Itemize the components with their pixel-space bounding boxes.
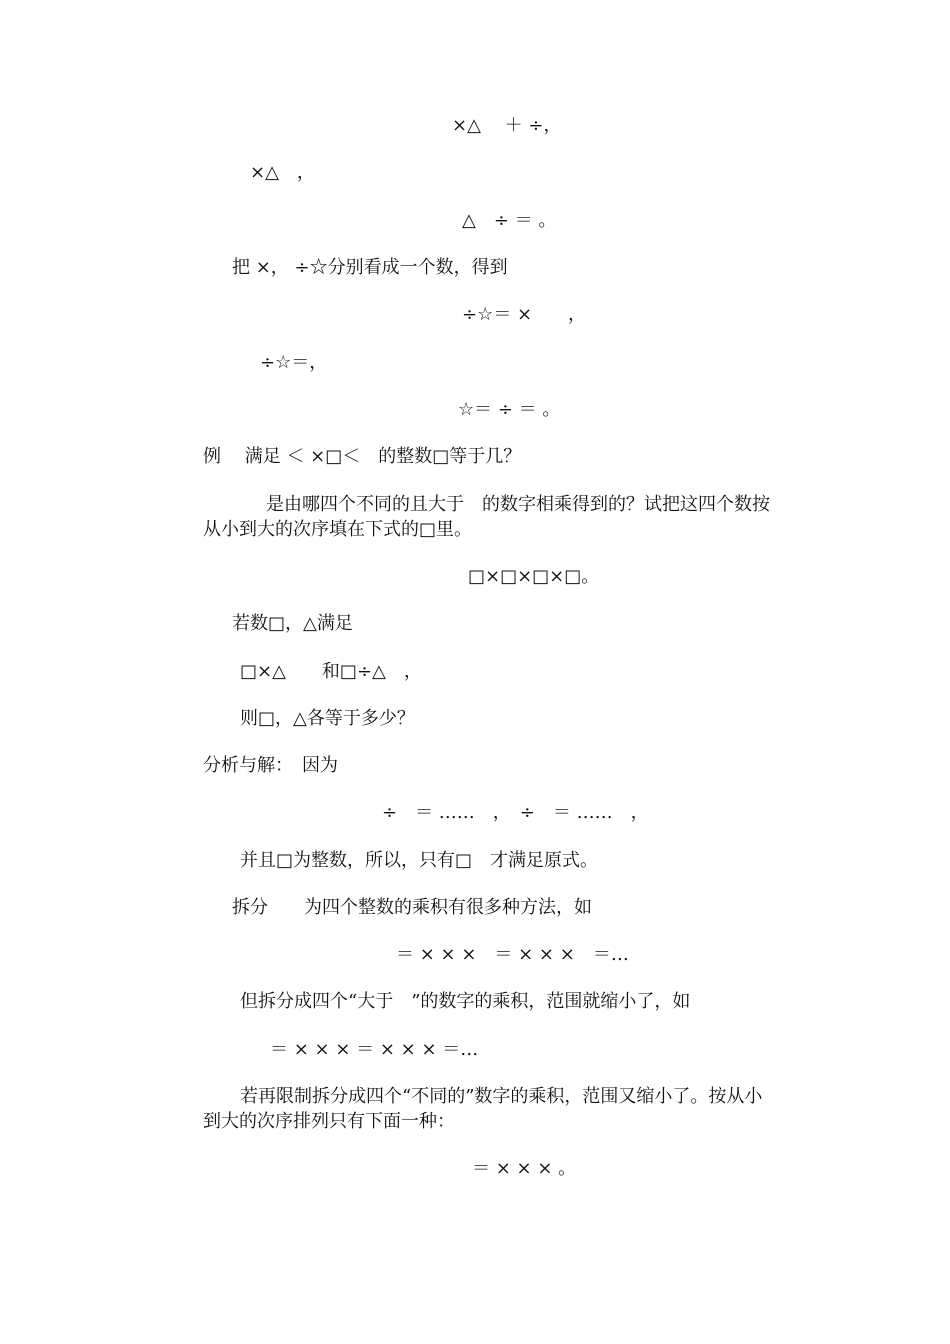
distinct-restriction-line-2: 到大的次序排列只有下面一种： bbox=[203, 1111, 455, 1132]
factorization-restriction: 但拆分成四个“大于 ”的数字的乘积，范围就缩小了，如 bbox=[240, 991, 691, 1012]
equation-line-6: ÷☆＝， bbox=[260, 352, 328, 373]
equation-line-3: △ ÷ ＝ 。 bbox=[462, 210, 557, 231]
final-factorization: ＝ × × × 。 bbox=[472, 1158, 577, 1179]
analysis-heading: 分析与解： 因为 bbox=[203, 755, 338, 776]
problem-text-line-2: 从小到大的次序填在下式的□里。 bbox=[203, 519, 473, 540]
factorization-intro: 拆分 为四个整数的乘积有很多种方法，如 bbox=[232, 897, 592, 918]
factorization-examples-2: ＝ × × × ＝ × × × ＝… bbox=[270, 1039, 479, 1060]
box-product-equation: □×□×□×□。 bbox=[468, 566, 600, 587]
example-question: 例 满足 ＜ ×□＜ 的整数□等于几？ bbox=[203, 446, 522, 467]
distinct-restriction-line-1: 若再限制拆分成四个“不同的”数字的乘积，范围又缩小了。按从小 bbox=[240, 1086, 763, 1107]
equation-line-7: ☆＝ ÷ ＝ 。 bbox=[458, 399, 561, 420]
division-equations: ÷ ＝ …… ， ÷ ＝ …… ， bbox=[382, 802, 649, 823]
condition-equations: □×△ 和□÷△ ， bbox=[240, 661, 422, 682]
paragraph-treat-as-number: 把 ×， ÷☆分别看成一个数，得到 bbox=[232, 257, 508, 278]
problem-text-line-1: 是由哪四个不同的且大于 的数字相乘得到的？试把这四个数按 bbox=[266, 494, 770, 515]
equation-line-5: ÷☆＝ × ， bbox=[462, 304, 587, 325]
condition-intro: 若数□，△满足 bbox=[232, 613, 353, 634]
factorization-examples-1: ＝ × × × ＝ × × × ＝… bbox=[396, 944, 629, 965]
equation-line-1: ×△ ＋ ÷， bbox=[452, 115, 562, 136]
conclusion-line: 并且□为整数，所以，只有□ 才满足原式。 bbox=[240, 850, 599, 871]
condition-question: 则□，△各等于多少？ bbox=[240, 708, 415, 729]
equation-line-2: ×△ ， bbox=[250, 162, 315, 183]
